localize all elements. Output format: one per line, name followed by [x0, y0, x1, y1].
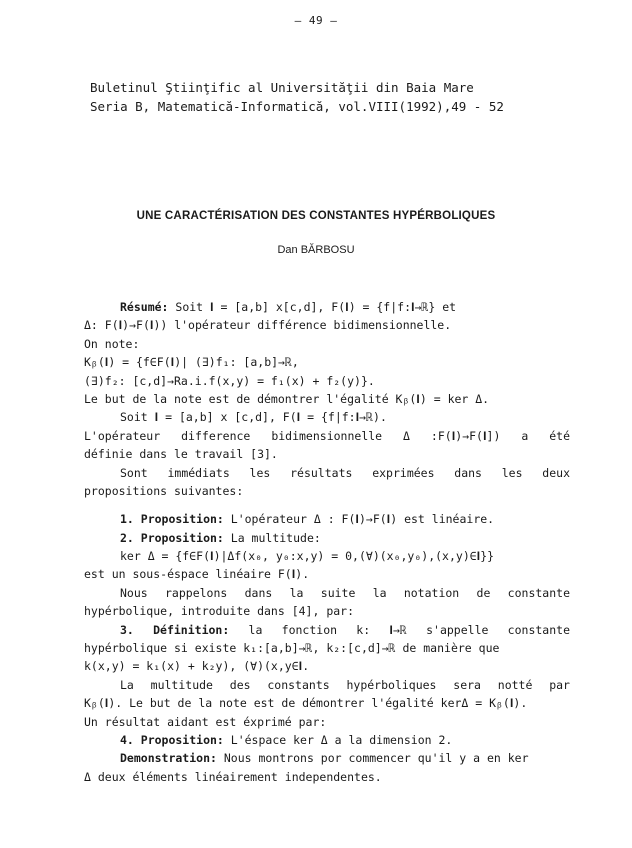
body-line	[84, 408, 570, 426]
body-text: propositions suivantes:	[84, 483, 244, 498]
body-line	[84, 731, 570, 749]
body-line	[84, 353, 570, 371]
body-line	[84, 713, 570, 731]
body-keyword: 3. Définition:	[120, 622, 230, 637]
body-text: Kᵦ(𝐈). Le but de la note est de démontrer l'égalité kerΔ = Kᵦ(𝐈).	[84, 696, 528, 711]
paragraph-gap	[84, 500, 570, 510]
body-text: L'opérateur difference bidimensionnelle Δ :F(𝐈)→F(𝐈]) a été	[84, 428, 570, 443]
body-text: On note:	[84, 336, 140, 351]
article-author: Dan BĂRBOSU	[277, 244, 355, 256]
body-line	[84, 335, 570, 353]
body-text: Nous montrons por commencer qu'il y a en ker	[216, 751, 529, 766]
body-text: L'opérateur Δ : F(𝐈)→F(𝐈) est linéaire.	[223, 512, 495, 527]
body-line	[84, 639, 570, 657]
body-text: Δ: F(𝐈)→F(𝐈)) l'opérateur différence bidimensionnelle.	[84, 318, 452, 333]
body-text: la fonction k: 𝐈→ℝ s'appelle constante	[229, 622, 570, 637]
body-line	[84, 621, 570, 639]
body-text: (∃)f₂: [c,d]→Ra.i.f(x,y) = f₁(x) + f₂(y)}.	[84, 373, 375, 388]
body-line	[84, 464, 570, 482]
body-text: ker Δ = {f∈F(𝐈)|Δf(x₀, y₀:x,y) = 0,(∀)(x₀,y₀),(x,y)∈𝐈}}	[120, 549, 495, 564]
body-line	[84, 676, 570, 694]
body-text: La multitude:	[223, 530, 321, 545]
body-line	[84, 584, 570, 602]
body-line	[84, 768, 570, 786]
body-line	[84, 547, 570, 565]
body-text: Sont immédiats les résultats exprimées dans les deux	[120, 465, 570, 480]
body-text: est un sous-éspace linéaire F(𝐈).	[84, 567, 310, 582]
body-text: définie dans le travail [3].	[84, 447, 278, 462]
body-text: L'éspace ker Δ a la dimension 2.	[223, 732, 453, 747]
body-text: Δ deux éléments linéairement independentes.	[84, 769, 382, 784]
body-keyword: 2. Proposition:	[120, 530, 224, 545]
body-text: k(x,y) = k₁(x) + k₂y), (∀)(x,y∈𝐈.	[84, 659, 310, 674]
body-line	[84, 510, 570, 528]
body-keyword: Résumé:	[120, 300, 169, 314]
body-keyword: Demonstration:	[120, 751, 217, 766]
body-line	[84, 694, 570, 712]
body-text: hypérbolique si existe k₁:[a,b]→ℝ, k₂:[c,d]→ℝ de manière que	[84, 641, 500, 656]
body-text: Le but de la note est de démontrer l'égalité Kᵦ(𝐈) = ker Δ.	[84, 391, 490, 406]
body-line	[84, 565, 570, 583]
body-text: Un résultat aidant est éxprimé par:	[84, 714, 327, 729]
body-line	[84, 482, 570, 500]
body-line	[84, 390, 570, 408]
body-text: Soit 𝐈 = [a,b] x [c,d], F(𝐈 = {f|f:𝐈→ℝ).	[120, 410, 387, 425]
body-line	[84, 749, 570, 767]
body-line	[84, 445, 570, 463]
body-line	[84, 427, 570, 445]
article-title: UNE CARACTÉRISATION DES CONSTANTES HYPÉRBOLIQUES	[136, 210, 496, 222]
page-number: — 49 —	[294, 14, 338, 27]
body-line	[84, 298, 570, 316]
body-line	[84, 657, 570, 675]
body-text: hypérbolique, introduite dans [4], par:	[84, 604, 355, 619]
body-text: Soit 𝐈 = [a,b] x[c,d], F(𝐈) = {f|f:𝐈→ℝ} et	[168, 300, 457, 314]
journal-header-line-2: Seria B, Matematică-Informatică, vol.VIII(1992),49 - 52	[90, 99, 504, 114]
body-text: Kᵦ(𝐈) = {f∈F(𝐈)| (∃)f₁: [a,b]→ℝ,	[84, 355, 299, 370]
article-body	[84, 298, 570, 786]
body-line	[84, 602, 570, 620]
body-text: La multitude des constants hypérboliques sera notté par	[120, 677, 570, 692]
body-line	[84, 529, 570, 547]
body-text: Nous rappelons dans la suite la notation de constante	[120, 585, 570, 600]
body-line	[84, 316, 570, 334]
journal-header-line-1: Buletinul Ştiinţific al Universităţii din Baia Mare	[90, 80, 474, 95]
body-line	[84, 372, 570, 390]
body-keyword: 1. Proposition:	[120, 512, 224, 527]
body-keyword: 4. Proposition:	[120, 732, 224, 747]
